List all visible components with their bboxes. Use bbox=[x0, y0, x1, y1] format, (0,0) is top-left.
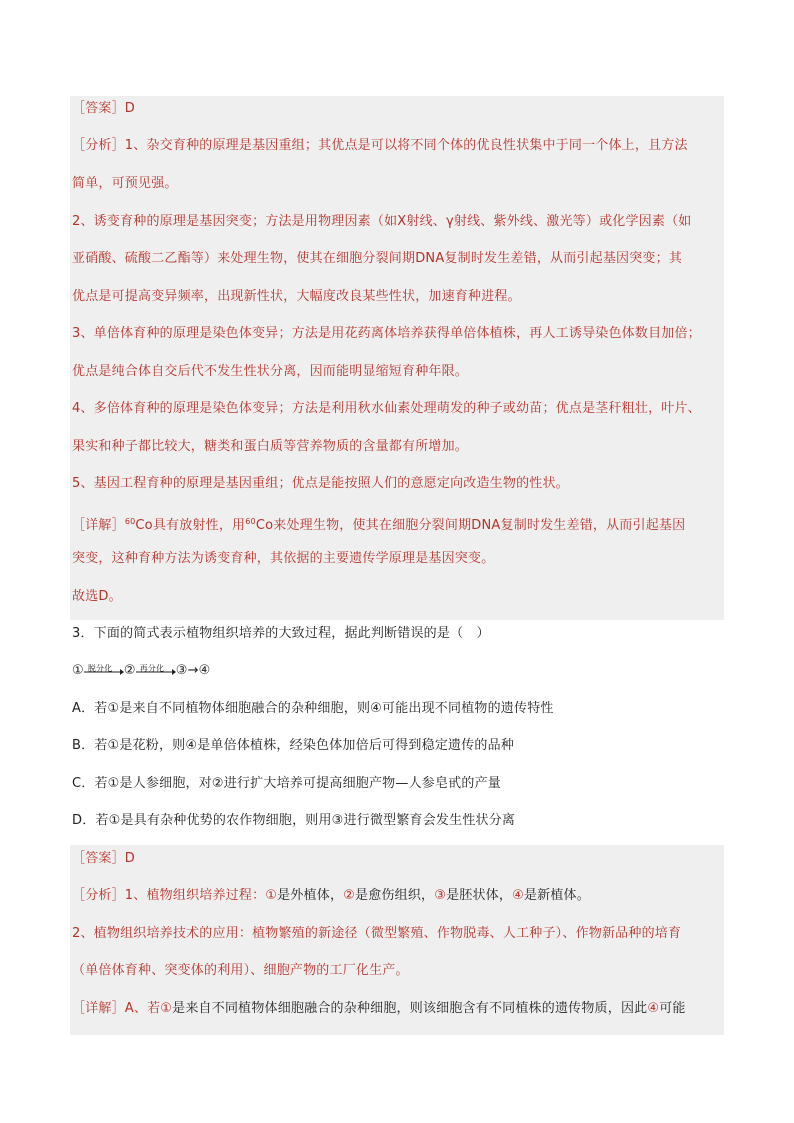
detail-prefix: ［详解］ bbox=[72, 518, 125, 533]
isotope-superscript: 60 bbox=[245, 517, 256, 526]
circled-num: ① bbox=[160, 1001, 173, 1016]
analysis-line: 简单，可预见强。 bbox=[72, 176, 178, 191]
detail-text: 是来自不同植物体细胞融合的杂种细胞，则该细胞含有不同植株的遗传物质，因此 bbox=[172, 1001, 648, 1016]
right-arrow-icon bbox=[84, 669, 124, 675]
analysis-line: 2、植物组织培养技术的应用：植物繁殖的新途径（微型繁殖、作物脱毒、人工种子）、作物新品种的培育 bbox=[72, 926, 682, 941]
circled-num: ① bbox=[265, 888, 278, 903]
analysis-line: （单倍体育种、突变体的利用）、细胞产物的工厂化生产。 bbox=[72, 963, 409, 978]
detail-line bbox=[72, 999, 722, 1019]
arrow-label: 脱分化 bbox=[87, 664, 113, 673]
isotope-superscript: 60 bbox=[124, 517, 136, 526]
analysis-text: 是外植体， bbox=[277, 888, 344, 903]
right-arrow-icon bbox=[136, 669, 176, 675]
analysis-line: 3、单倍体育种的原理是染色体变异；方法是用花药离体培养获得单倍体植株，再人工诱导染色体数目加倍； bbox=[72, 326, 701, 341]
option-c: C．若①是人参细胞，对②进行扩大培养可提高细胞产物—人参皂甙的产量 bbox=[72, 776, 501, 791]
analysis-line: 优点是纯合体自交后代不发生性状分离，因而能明显缩短育种年限。 bbox=[72, 364, 469, 379]
detail-text: Co来处理生物，使其在细胞分裂间期DNA复制时发生差错，从而引起基因 bbox=[255, 518, 686, 533]
analysis-line: 优点是可提高变异频率，出现新性状，大幅度改良某些性状，加速育种进程。 bbox=[72, 289, 521, 304]
analysis-text: 是胚状体， bbox=[446, 888, 513, 903]
analysis-line: 5、基因工程育种的原理是基因重组；优点是能按照人们的意愿定向改造生物的性状。 bbox=[72, 476, 569, 491]
flow-step-1: ① bbox=[72, 663, 84, 678]
circled-num: ② bbox=[343, 888, 356, 903]
option-d: D．若①是具有杂种优势的农作物细胞，则用③进行微型繁育会发生性状分离 bbox=[72, 813, 516, 828]
analysis-line: 果实和种子都比较大，糖类和蛋白质等营养物质的含量都有所增加。 bbox=[72, 439, 469, 454]
circled-num: ④ bbox=[647, 1001, 660, 1016]
detail-prefix: ［详解］A、若 bbox=[72, 1001, 161, 1016]
circled-num: ③ bbox=[434, 888, 447, 903]
analysis-prefix: ［分析］1、植物组织培养过程： bbox=[72, 888, 266, 903]
flow-step-2: ② bbox=[123, 663, 136, 678]
detail-text: 可能 bbox=[659, 1001, 686, 1016]
flow-step-3-4: ③→④ bbox=[175, 663, 211, 678]
analysis-line: ［分析］1、杂交育种的原理是基因重组；其优点是可以将不同个体的优良性状集中于同一个体上，且方法 bbox=[72, 138, 688, 153]
option-b: B．若①是花粉，则④是单倍体植株，经染色体加倍后可得到稳定遗传的品种 bbox=[72, 738, 515, 753]
analysis-line: 4、多倍体育种的原理是染色体变异；方法是利用秋水仙素处理萌发的种子或幼苗；优点是茎秆粗壮，叶片、 bbox=[72, 401, 701, 416]
analysis-line bbox=[72, 886, 722, 906]
analysis-text: 是愈伤组织， bbox=[355, 888, 435, 903]
answer-line: ［答案］D bbox=[72, 101, 136, 116]
process-flow bbox=[72, 661, 722, 681]
circled-num: ④ bbox=[512, 888, 524, 903]
analysis-text: 是新植体。 bbox=[523, 888, 590, 903]
arrow-label: 再分化 bbox=[139, 664, 165, 673]
answer-line: ［答案］D bbox=[72, 851, 136, 866]
detail-line: 突变，这种育种方法为诱变育种，其依据的主要遗传学原理是基因突变。 bbox=[72, 551, 495, 566]
arrow-dedifferentiation bbox=[84, 662, 124, 676]
analysis-line: 2、诱变育种的原理是基因突变；方法是用物理因素（如X射线、γ射线、紫外线、激光等）或化学因素（如 bbox=[72, 214, 692, 229]
question-stem: 3．下面的简式表示植物组织培养的大致过程，据此判断错误的是（ ） bbox=[72, 626, 490, 641]
analysis-line: 亚硝酸、硫酸二乙酯等）来处理生物，使其在细胞分裂间期DNA复制时发生差错，从而引起基因突变；其 bbox=[72, 251, 683, 266]
detail-line bbox=[72, 512, 722, 536]
option-a: A．若①是来自不同植物体细胞融合的杂种细胞，则④可能出现不同植物的遗传特性 bbox=[72, 701, 554, 716]
detail-text: Co具有放射性，用 bbox=[135, 518, 246, 533]
conclusion-line: 故选D。 bbox=[72, 589, 122, 604]
arrow-redifferentiation bbox=[136, 662, 176, 676]
